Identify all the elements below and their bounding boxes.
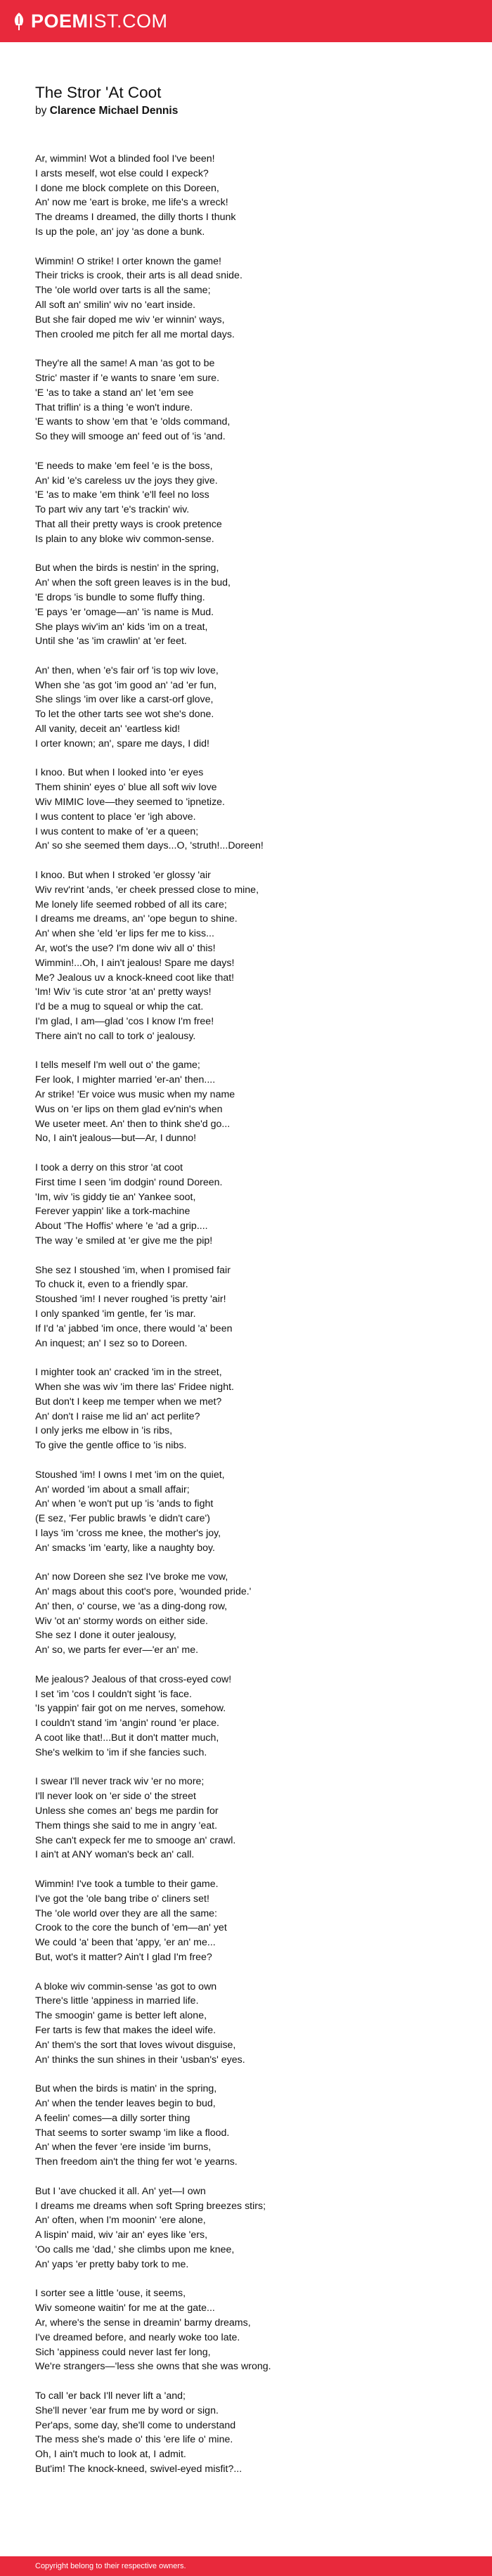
poem-line: An' so, we parts fer ever—'er an' me. [35,1644,199,1656]
poem-line: A lispin' maid, wiv 'air an' eyes like 'ers, [35,2229,208,2241]
stanza [35,664,464,752]
poem-line: An' when the fever 'ere inside 'im burns, [35,2142,212,2153]
poem-line: To give the gentle office to 'is nibs. [35,1440,187,1452]
stanza [35,1365,464,1453]
poem-line: I sorter see a little 'ouse, it seems, [35,2288,186,2300]
poem-line: 'E drops 'is bundle to some fluffy thing. [35,591,205,603]
poem-line: Per'aps, some day, she'll come to understand [35,2419,236,2431]
poem-line: 'E pays 'er 'omage—an' 'is name is Mud. [35,606,214,618]
stanza [35,561,464,649]
stanza [35,2184,464,2272]
poem-line: Is up the pole, an' joy 'as done a bunk. [35,226,205,238]
stanza [35,459,464,547]
poem-line: I couldn't stand 'im 'angin' round 'er place. [35,1718,219,1730]
stanza [35,1570,464,1658]
poem-line: The dreams I dreamed, the dilly thorts I thunk [35,212,236,224]
poem-line: Ar, where's the sense in dreamin' barmy dreams, [35,2317,251,2329]
poem-line: We're strangers—'less she owns that she was wrong. [35,2361,271,2373]
poem-body [35,152,464,2477]
poem-line: Is plain to any bloke wiv common-sense. [35,533,214,545]
poem-line: That triflin' is a thing 'e won't indure. [35,401,193,413]
poem-line: She can't expeck fer me to smooge an' crawl. [35,1834,236,1846]
poem-line: To call 'er back I'll never lift a 'and; [35,2390,186,2402]
poem-line: When she was wiv 'im there las' Fridee night. [35,1381,234,1393]
poem-line: They're all the same! A man 'as got to be [35,358,215,370]
poem-line: She's welkim to 'im if she fancies such. [35,1746,207,1758]
poem-line: She slings 'im over like a carst-orf glove, [35,694,214,706]
poem-line: So they will smooge an' feed out of 'is 'and. [35,431,226,443]
poem-line: Wimmin!...Oh, I ain't jealous! Spare me days! [35,957,235,969]
poem-line: Stric' master if 'e wants to snare 'em sure. [35,372,220,384]
stanza [35,2286,464,2374]
poem-line: 'Is yappin' fair got on me nerves, somehow. [35,1703,226,1715]
poem-line: An' worded 'im about a small affair; [35,1483,190,1495]
poem-line: Them shinin' eyes o' blue all soft wiv love [35,782,217,794]
poem-line: An' when the soft green leaves is in the bud, [35,577,231,589]
poem-line: Ar strike! 'Er voice wus music when my name [35,1089,235,1100]
poem-line: But when the birds is matin' in the spring, [35,2083,217,2095]
stanza [35,255,464,342]
poem-line: But I 'ave chucked it all. An' yet—I own [35,2185,206,2197]
poem-line: The 'ole world over tarts is all the same; [35,285,211,297]
stanza [35,2082,464,2170]
byline-prefix: by [35,105,47,117]
poem-line: I set 'im 'cos I couldn't sight 'is face. [35,1688,192,1700]
poem-line: About 'The Hoffis' where 'e 'ad a grip.... [35,1221,208,1232]
poem-line: Ar, wot's the use? I'm done wiv all o' this! [35,943,216,955]
poem-line: Sich 'appiness could never last fer long, [35,2346,211,2358]
author-name[interactable]: Clarence Michael Dennis [49,105,179,117]
poem-line: Then freedom ain't the thing fer wot 'e yearns. [35,2156,238,2168]
poem-line: The 'ole world over they are all the same: [35,1907,217,1919]
poem-line: Ar, wimmin! Wot a blinded fool I've been! [35,153,215,165]
poem-line: I'm glad, I am—glad 'cos I know I'm free! [35,1016,214,1028]
poem-line: Ferever yappin' like a tork-machine [35,1206,190,1218]
poem-line: She plays wiv'im an' kids 'im on a treat, [35,621,208,633]
poem-line: The way 'e smiled at 'er give me the pip! [35,1235,213,1247]
poem-line: But she fair doped me wiv 'er winnin' ways, [35,314,225,326]
poem-line: I've got the 'ole bang tribe o' cliners set! [35,1893,209,1905]
poem-line: I arsts meself, wot else could I expeck? [35,167,209,179]
poem-line: She sez I stoushed 'im, when I promised fair [35,1264,231,1276]
stanza [35,2389,464,2477]
poem-line: An' then, when 'e's fair orf 'is top wiv love, [35,664,219,676]
poem-line: There's little 'appiness in married life. [35,1995,199,2007]
poem-line: Stoushed 'im! I owns I met 'im on the quiet, [35,1469,225,1481]
poem-line: I'd be a mug to squeal or whip the cat. [35,1001,204,1013]
poem-line: Wimmin! O strike! I orter known the game! [35,255,221,267]
poem-line: To let the other tarts see wot she's done. [35,709,214,721]
poem-line: We could 'a' been that 'appy, 'er an' me... [35,1937,216,1949]
stanza [35,356,464,444]
poem-line: Fer look, I mighter married 'er-an' then.... [35,1074,216,1086]
poem-line: That all their pretty ways is crook pretence [35,518,222,530]
poem-content [35,83,464,2492]
poem-line: I dreams me dreams when soft Spring breezes stirs; [35,2200,266,2212]
poem-line: I ain't at ANY woman's beck an' call. [35,1849,195,1861]
poem-line: Wiv rev'rint 'ands, 'er cheek pressed close to mine, [35,884,259,896]
poem-line: But'im! The knock-kneed, swivel-eyed misfit?... [35,2463,242,2475]
poem-line: 'E needs to make 'em feel 'e is the boss, [35,460,213,472]
poem-line: Their tricks is crook, their arts is all dead snide. [35,270,242,282]
logo-text-light: IST.COM [88,10,168,32]
stanza [35,766,464,854]
poem-line: An' don't I raise me lid an' act perlite? [35,1410,200,1422]
poem-line: An' them's the sort that loves wivout disguise, [35,2039,236,2051]
poem-line: She sez I done it outer jealousy, [35,1630,176,1642]
poem-line: 'E 'as to take a stand an' let 'em see [35,387,194,399]
poem-line: An' now Doreen she sez I've broke me vow, [35,1571,228,1583]
poem-line: There ain't no call to tork o' jealousy. [35,1030,196,1042]
footer-bar [0,2556,492,2576]
poem-line: All vanity, deceit an' 'eartless kid! [35,723,181,735]
poem-line: She'll never 'ear frum me by word or sign. [35,2404,219,2416]
poem-line: I done me block complete on this Doreen, [35,182,219,194]
stanza [35,1877,464,1965]
poem-line: An' when the tender leaves begin to bud, [35,2097,216,2109]
poem-line: Until she 'as 'im crawlin' at 'er feet. [35,636,187,648]
poem-line: Then crooled me pitch fer all me mortal days. [35,328,235,340]
stanza [35,1058,464,1146]
poem-line: Wimmin! I've took a tumble to their game. [35,1879,219,1891]
poem-line: Crook to the core the bunch of 'em—an' yet [35,1922,227,1934]
poem-line: Oh, I ain't much to look at, I admit. [35,2449,186,2461]
poem-line: Wus on 'er lips on them glad ev'nin's when [35,1103,223,1115]
poem-line: A feelin' comes—a dilly sorter thing [35,2112,190,2124]
poem-line: Me jealous? Jealous of that cross-eyed cow! [35,1673,232,1685]
poem-line: An' now me 'eart is broke, me life's a wreck! [35,197,228,209]
poem-line: An' smacks 'im 'earty, like a naughty boy. [35,1542,215,1554]
poem-line: But when the birds is nestin' in the spring, [35,562,219,574]
poem-line: But, wot's it matter? Ain't I glad I'm free? [35,1952,212,1964]
poem-line: An inquest; an' I sez so to Doreen. [35,1337,188,1349]
poem-line: A coot like that!...But it don't matter much, [35,1732,219,1744]
poem-line: Them things she said to me in angry 'eat. [35,1820,218,1831]
poem-line: Me lonely life seemed robbed of all its care; [35,899,227,910]
poem-line: Unless she comes an' begs me pardin for [35,1805,219,1817]
poem-line: I tells meself I'm well out o' the game; [35,1060,200,1071]
poem-line: An' mags about this coot's pore, 'wounded pride.' [35,1586,252,1598]
poem-line: A bloke wiv commin-sense 'as got to own [35,1981,217,1992]
byline [35,104,464,118]
poem-line: If I'd 'a' jabbed 'im once, there would 'a' been [35,1322,233,1334]
poem-line: An' kid 'e's careless uv the joys they give. [35,475,218,487]
poem-line: I only spanked 'im gentle, fer 'is mar. [35,1308,196,1320]
poem-line: Wiv someone waitin' for me at the gate... [35,2303,215,2314]
poem-line: An' yaps 'er pretty baby tork to me. [35,2258,189,2270]
poem-line: The smoogin' game is better left alone, [35,2010,207,2022]
poem-line: Wiv MIMIC love—they seemed to 'ipnetize. [35,797,225,809]
poem-line: 'Im! Wiv 'is cute stror 'at an' pretty ways! [35,986,212,998]
quill-icon [12,12,26,31]
stanza [35,1468,464,1556]
poem-line: I mighter took an' cracked 'im in the street, [35,1367,222,1379]
poem-line: An' when 'e won't put up 'is 'ands to fight [35,1498,214,1510]
poem-line: Wiv 'ot an' stormy words on either side. [35,1615,208,1627]
poem-line: I took a derry on this stror 'at coot [35,1161,183,1173]
poem-line: First time I seen 'im dodgin' round Doreen. [35,1176,223,1188]
poem-line: I lays 'im 'cross me knee, the mother's joy, [35,1527,221,1539]
poem-line: I wus content to place 'er 'igh above. [35,811,196,823]
stanza [35,868,464,1044]
poem-line: Fer tarts is few that makes the ideel wife. [35,2025,216,2036]
poem-line: An' so she seemed them days...O, 'struth!...Doreen! [35,840,264,852]
logo-text-bold: POEM [31,10,89,32]
poem-line: 'E wants to show 'em that 'e 'olds command, [35,416,231,428]
copyright-text: Copyright belong to their respective owners. [35,2562,186,2570]
poem-line: Me? Jealous uv a knock-kneed coot like that! [35,972,235,984]
poem-line: All soft an' smilin' wiv no 'eart inside. [35,299,196,311]
poem-line: 'Im, wiv 'is giddy tie an' Yankee soot, [35,1191,196,1203]
poem-line: I knoo. But when I looked into 'er eyes [35,767,204,779]
poem-line: To chuck it, even to a friendly spar. [35,1279,188,1291]
poem-line: The mess she's made o' this 'ere life o' mine. [35,2434,233,2446]
stanza [35,1161,464,1249]
poem-line: An' when she 'eld 'er lips fer me to kiss... [35,928,214,940]
poem-line: (E sez, 'Fer public brawls 'e didn't care') [35,1513,210,1525]
poem-line: I knoo. But when I stroked 'er glossy 'air [35,870,211,882]
poem-line: We useter meet. An' then to think she'd go... [35,1118,231,1130]
stanza [35,1980,464,2068]
poem-line: When she 'as got 'im good an' 'ad 'er fun, [35,679,217,691]
poem-line: I only jerks me elbow in 'is ribs, [35,1425,173,1437]
poem-line: I swear I'll never track wiv 'er no more; [35,1776,205,1788]
poem-line: I wus content to make of 'er a queen; [35,825,199,837]
poem-line: No, I ain't jealous—but—Ar, I dunno! [35,1133,197,1145]
poem-line: I orter known; an', spare me days, I did! [35,738,209,749]
poem-line: That seems to sorter swamp 'im like a flood. [35,2127,230,2139]
poem-line: 'Oo calls me 'dad,' she climbs upon me knee, [35,2243,235,2255]
poem-line: 'E 'as to make 'em think 'e'll feel no loss [35,489,209,501]
stanza [35,152,464,240]
poem-title: The Stror 'At Coot [35,84,162,101]
poem-line: But don't I keep me temper when we met? [35,1396,222,1408]
poem-line: I dreams me dreams, an' 'ope begun to shine. [35,913,238,925]
poem-line: Stoushed 'im! I never roughed 'is pretty 'air! [35,1294,226,1306]
stanza [35,1263,464,1351]
poem-line: I'll never look on 'er side o' the street [35,1791,196,1803]
poem-line: I've dreamed before, and nearly woke too late. [35,2331,240,2343]
header-bar [0,0,492,42]
site-logo[interactable] [12,12,168,31]
poem-line: To part wiv any tart 'e's trackin' wiv. [35,504,190,516]
stanza [35,1775,464,1862]
poem-line: An' then, o' course, we 'as a ding-dong row, [35,1600,228,1612]
poem-line: An' often, when I'm moonin' 'ere alone, [35,2215,206,2227]
poem-line: An' thinks the sun shines in their 'usban's' eyes. [35,2054,245,2066]
stanza [35,1673,464,1760]
